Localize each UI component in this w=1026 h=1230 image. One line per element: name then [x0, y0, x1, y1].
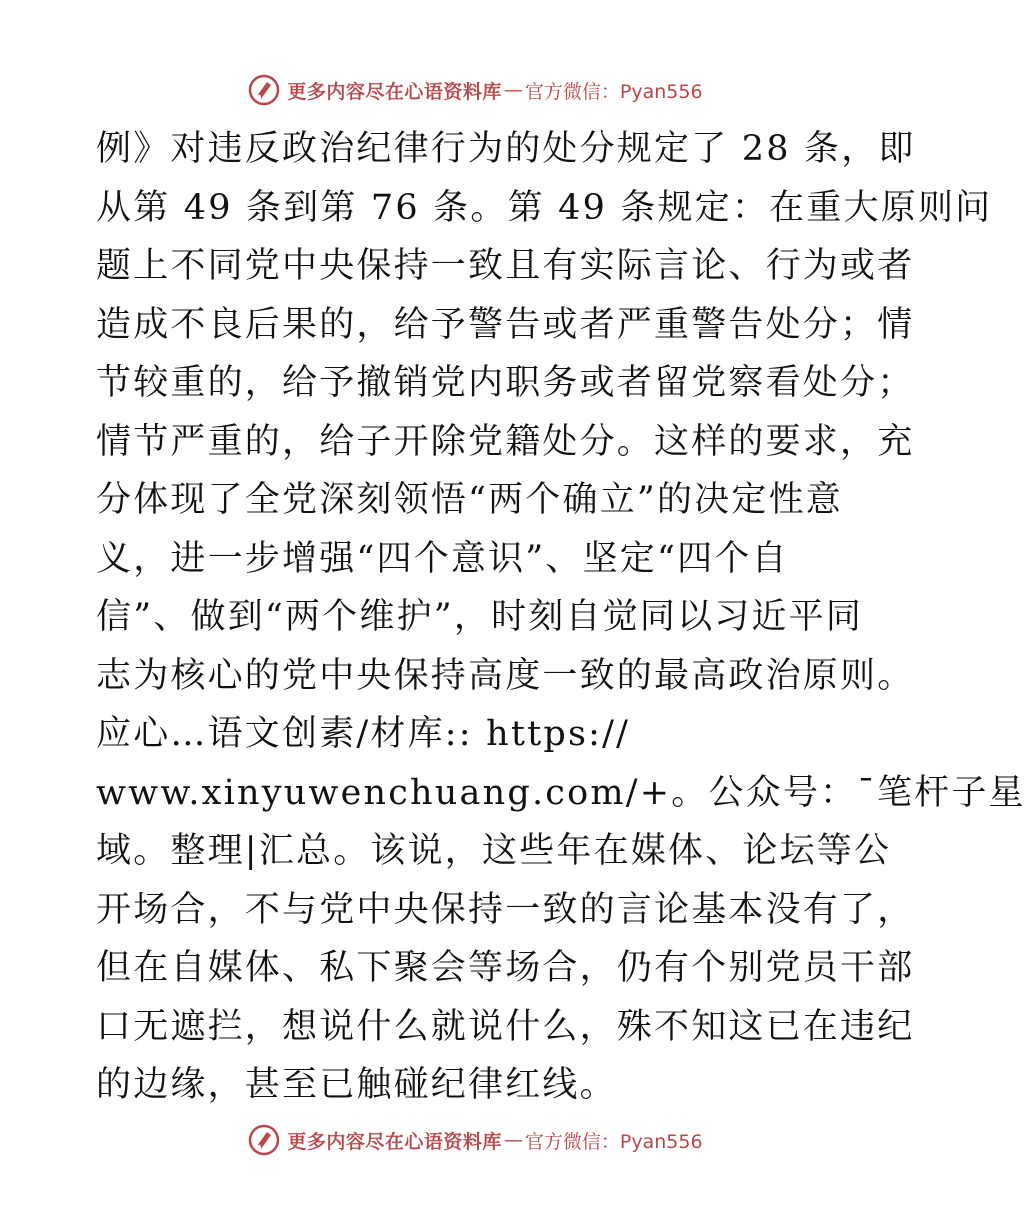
text-line: 口无遮拦，想说什么就说什么，殊不知这已在违纪 [96, 1006, 915, 1047]
header-banner-separator: — [503, 79, 523, 101]
header-banner-title: 更多内容尽在心语资料库 [287, 80, 502, 103]
footer-banner-title: 更多内容尽在心语资料库 [287, 1130, 502, 1153]
footer-banner [0, 1120, 950, 1160]
brand-logo-icon [247, 1123, 281, 1157]
text-line: 情节严重的，给子开除党籍处分。这样的要求，充 [96, 421, 915, 462]
text-line: 域。整理|汇总。该说，这些年在媒体、论坛等公 [96, 831, 892, 871]
text-line: 造成不良后果的，给予警告或者严重警告处分；情 [96, 304, 915, 345]
text-line: 志为核心的党中央保持高度一致的最高政治原则。 [96, 655, 915, 696]
document-body [96, 120, 1026, 1115]
footer-banner-separator: — [503, 1129, 523, 1151]
text-line: 分体现了全党深刻领悟“两个确立”的决定性意 [96, 480, 843, 520]
text-line: 节较重的，给予撤销党内职务或者留党察看处分； [96, 363, 915, 403]
header-banner [0, 70, 950, 110]
text-line-link: 应心…语文创素/材库:: https:// [96, 714, 631, 754]
text-line: 义，进一步增强“四个意识”、坚定“四个自 [96, 538, 789, 579]
footer-banner-wechat: 官方微信：Pyan556 [524, 1130, 703, 1153]
text-line-link: www.xinyuwenchuang.com/+。公众号：¯笔杆子星 [96, 772, 1026, 813]
text-line: 开场合，不与党中央保持一致的言论基本没有了， [96, 889, 915, 930]
text-line: 的边缘，甚至已触碰纪律红线。 [96, 1065, 617, 1105]
header-banner-wechat: 官方微信：Pyan556 [524, 80, 703, 103]
brand-logo-icon [247, 73, 281, 107]
text-line: 信”、做到“两个维护”，时刻自觉同以习近平同 [96, 597, 864, 637]
text-line: 从第 49 条到第 76 条。第 49 条规定：在重大原则问 [96, 187, 993, 228]
text-line: 题上不同党中央保持一致且有实际言论、行为或者 [96, 246, 915, 286]
text-line: 例》对违反政治纪律行为的处分规定了 28 条，即 [96, 129, 916, 169]
text-line: 但在自媒体、私下聚会等场合，仍有个别党员干部 [96, 948, 915, 988]
